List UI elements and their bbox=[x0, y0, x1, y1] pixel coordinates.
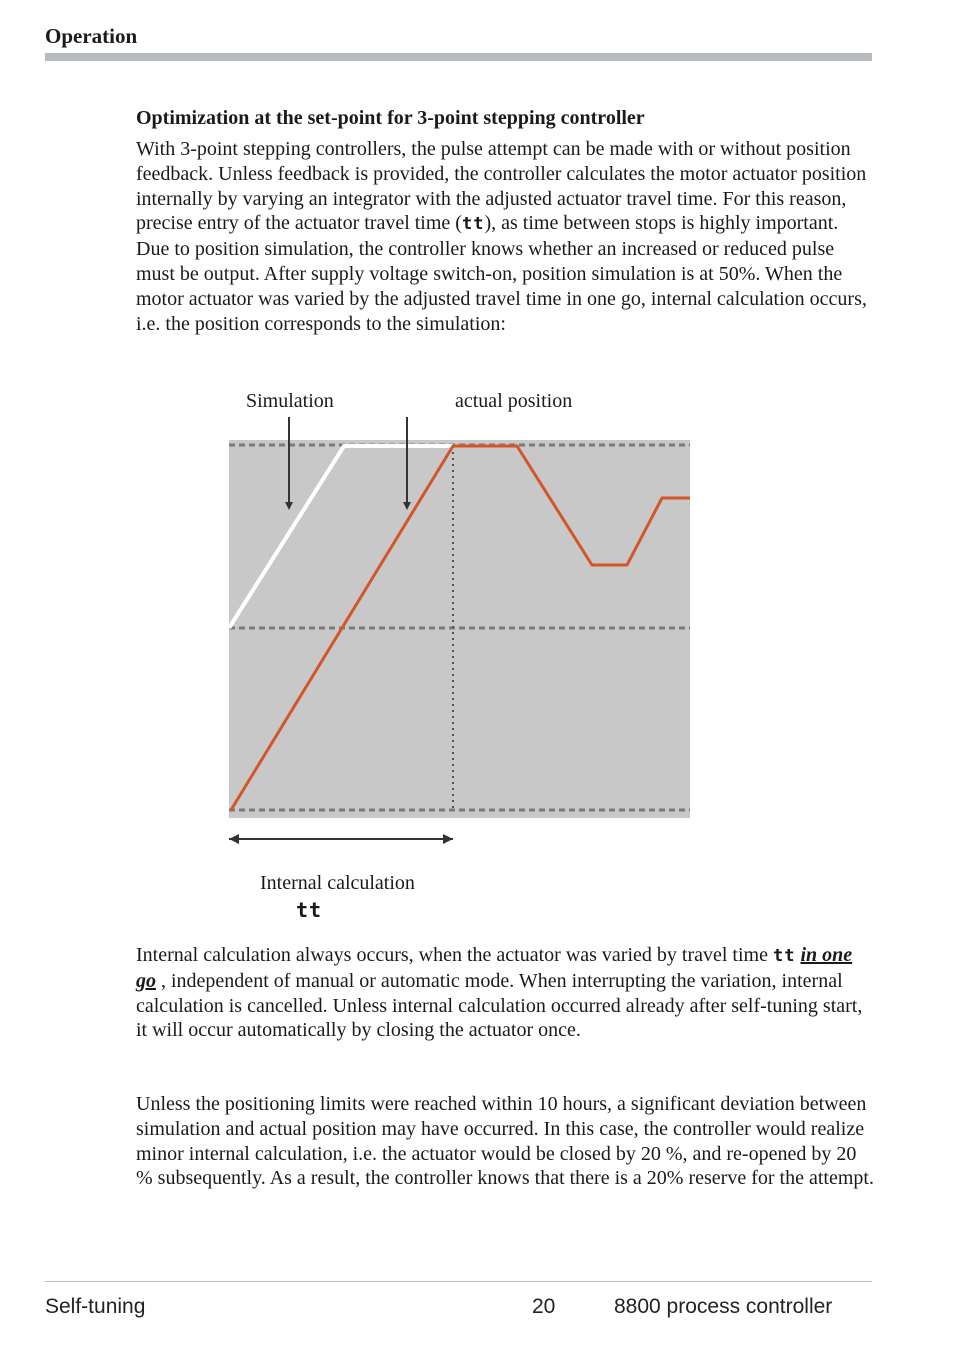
footer-page-number: 20 bbox=[532, 1295, 556, 1318]
footer-rule bbox=[45, 1281, 872, 1282]
body-paragraph-2 bbox=[136, 1092, 876, 1191]
para1-tt-symbol: tt bbox=[772, 946, 796, 966]
footer-section-name: Self-tuning bbox=[45, 1295, 146, 1318]
span-arrowhead-left bbox=[229, 834, 239, 844]
figure-tt-symbol: tt bbox=[296, 898, 323, 922]
span-arrowhead-right bbox=[443, 834, 453, 844]
simulation-label: Simulation bbox=[246, 390, 334, 412]
tt-symbol: tt bbox=[461, 214, 485, 235]
intro-text-1: With 3-point stepping controllers, the pulse attempt can be made with or without position feedback. Unless feedback is provided, the controller calculates the motor actuator position internally by varying an integrator with the adjusted actuator travel time. For this reason, precise entry of the actuator travel time ( bbox=[136, 138, 867, 235]
body-paragraph-1 bbox=[136, 943, 876, 1043]
section-title: Optimization at the set-point for 3-point stepping controller bbox=[136, 107, 645, 129]
intro-text-2: ), as time between stops is highly important. Due to position simulation, the controller knows whether an increased or reduced pulse must be output. After supply voltage switch-on, position simulation is at 50%. When the motor actuator was varied by the adjusted travel time in one go, internal calculation occurs, i.e. the position corresponds to the simulation: bbox=[136, 212, 867, 335]
para1-rest: , independent of manual or automatic mode. When interrupting the variation, internal calculation is cancelled. Unless internal calculation occurred already after self-tuning start, it will occur automatically by closing the actuator once. bbox=[136, 969, 863, 1042]
internal-calculation-label: Internal calculation bbox=[260, 872, 415, 894]
footer-product-name: 8800 process controller bbox=[614, 1295, 833, 1318]
page-header-title: Operation bbox=[45, 24, 138, 48]
para1-emphasis: in one go bbox=[136, 944, 853, 992]
actual-position-label: actual position bbox=[455, 390, 573, 412]
para2-text: Unless the positioning limits were reached within 10 hours, a significant deviation between simulation and actual position may have occurred. In this case, the controller would realize minor internal calculation, i.e. the actuator would be closed by 20 %, and re-opened by 20 % subsequently. As a result, the controller knows that there is a 20% reserve for the attempt. bbox=[136, 1093, 874, 1190]
para1-lead: Internal calculation always occurs, when the actuator was varied by travel time bbox=[136, 944, 768, 966]
